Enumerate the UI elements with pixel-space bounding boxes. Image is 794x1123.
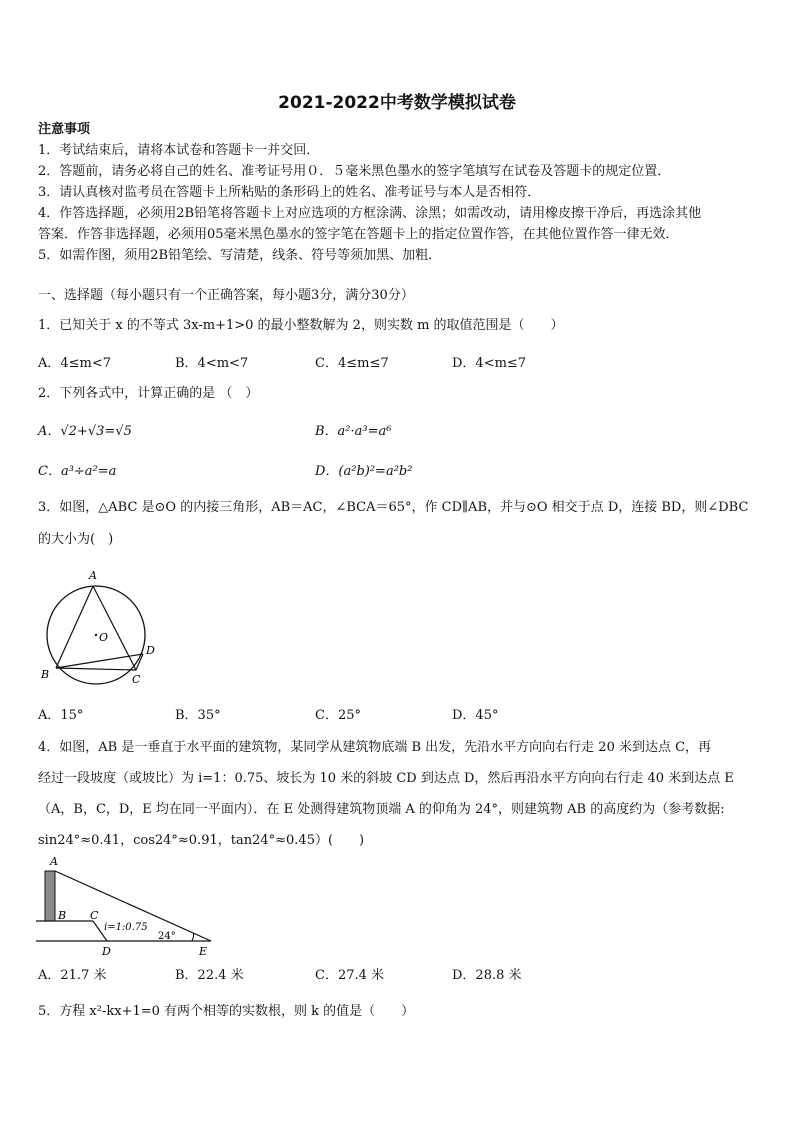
notice-item: 1．考试结束后，请将本试卷和答题卡一并交回． [38,143,320,158]
notice-item: 3．请认真核对监考员在答题卡上所粘贴的条形码上的姓名、准考证号与本人是否相符． [38,185,541,200]
question-5-stem: 5．方程 x²-kx+1=0 有两个相等的实数根，则 k 的值是（ ） [38,1004,415,1019]
q4-option-b[interactable]: B．22.4 米 [175,968,244,983]
q3-option-a[interactable]: A．15° [38,708,84,723]
q1-option-a[interactable]: A．4≤m<7 [38,356,112,371]
figure-label-b: B [58,909,67,922]
slope-ratio-label: i=1:0.75 [104,922,148,933]
section-heading: 一、选择题（每小题只有一个正确答案，每小题3分，满分30分） [38,288,414,303]
q2-option-d[interactable]: D．(a²b)²=a²b² [315,464,413,479]
q3-option-b[interactable]: B．35° [175,708,221,723]
question-4-stem: 经过一段坡度（或坡比）为 i=1：0.75、坡长为 10 米的斜坡 CD 到达点 D，然后再沿水平方向向右行走 40 米到达点 E [38,771,734,786]
q1-option-b[interactable]: B．4<m<7 [175,356,249,371]
figure-label-c: C [132,673,141,686]
question-4-stem: （A，B，C，D，E 均在同一平面内）．在 E 处测得建筑物顶端 A 的仰角为 24°，则建筑物 AB 的高度约为（参考数据: [38,802,725,817]
q4-option-d[interactable]: D．28.8 米 [452,968,522,983]
q3-option-d[interactable]: D．45° [452,708,499,723]
notice-item: 答案．作答非选择题，必须用05毫米黑色墨水的签字笔在答题卡上的指定位置作答，在其他位置作答一律无效． [38,227,679,242]
figure-label-c: C [90,909,99,922]
page-title: 2021-2022中考数学模拟试卷 [278,93,516,113]
figure-label-d: D [146,644,155,657]
q1-option-c[interactable]: C．4≤m≤7 [315,356,389,371]
figure-label-a: A [50,855,58,868]
notice-item: 2．答题前，请务必将自己的姓名、准考证号用０．５毫米黑色墨水的签字笔填写在试卷及答题卡的规定位置． [38,164,671,179]
question-4-stem: sin24°≈0.41，cos24°≈0.91，tan24°≈0.45）( ) [38,833,365,848]
question-4-stem: 4．如图，AB 是一垂直于水平面的建筑物，某同学从建筑物底端 B 出发，先沿水平方向向右行走 20 米到达点 C，再 [38,740,712,755]
q2-option-c[interactable]: C．a³÷a²=a [38,464,117,479]
figure-label-a: A [89,569,97,582]
question-1-stem: 1．已知关于 x 的不等式 3x-m+1>0 的最小整数解为 2，则实数 m 的取值范围是（ ） [38,318,564,333]
building-slope-figure [36,853,216,961]
figure-label-o: O [99,631,109,644]
figure-label-b: B [41,668,50,681]
notice-heading: 注意事项 [38,122,91,137]
question-3-stem: 3．如图，△ABC 是⊙O 的内接三角形，AB＝AC，∠BCA＝65°，作 CD∥AB，并与⊙O 相交于点 D，连接 BD，则∠DBC [38,500,749,515]
notice-item: 5．如需作图，须用2B铅笔绘、写清楚，线条、符号等须加黑、加粗． [38,248,442,263]
q2-option-a[interactable]: A．√2+√3=√5 [38,424,132,439]
q1-option-d[interactable]: D．4<m≤7 [452,356,527,371]
figure-label-e: E [199,945,208,958]
question-3-stem: 的大小为( ) [38,532,114,547]
figure-label-d: D [102,945,111,958]
q4-option-c[interactable]: C．27.4 米 [315,968,385,983]
angle-label: 24° [158,931,176,942]
q3-option-c[interactable]: C．25° [315,708,361,723]
notice-item: 4．作答选择题，必须用2B铅笔将答题卡上对应选项的方框涂满、涂黑；如需改动，请用橡皮擦干净后，再选涂其他 [38,206,702,221]
question-2-stem: 2．下列各式中，计算正确的是 （ ） [38,386,259,401]
circle-triangle-figure [36,565,166,690]
q2-option-b[interactable]: B．a²·a³=a⁶ [315,424,392,439]
q4-option-a[interactable]: A．21.7 米 [38,968,107,983]
